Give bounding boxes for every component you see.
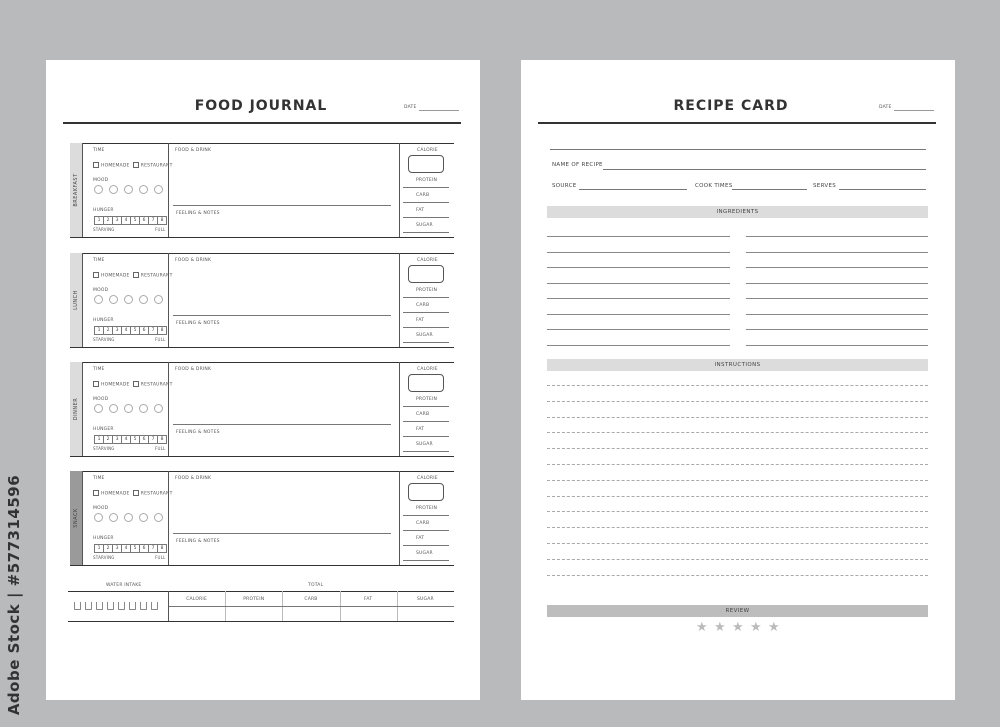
feeling-notes-label: FEELING & NOTES: [176, 430, 220, 435]
meal-divider-1: [168, 253, 169, 347]
mood-face-icon[interactable]: [109, 404, 118, 413]
recipe-card-page: [521, 60, 955, 700]
total-column-label: SUGAR: [416, 597, 434, 602]
footer-rule-bottom: [68, 621, 454, 622]
feeling-notes-label: FEELING & NOTES: [176, 321, 220, 326]
title-rule: [63, 122, 461, 124]
food-drink-label: FOOD & DRINK: [175, 148, 212, 153]
meal-top-rule: [70, 362, 454, 363]
time-label: TIME: [93, 367, 105, 372]
star-icon[interactable]: ★: [768, 620, 780, 635]
mood-face-icon[interactable]: [139, 295, 148, 304]
carb-label: CARB: [416, 303, 430, 308]
full-label: FULL: [155, 446, 166, 451]
star-icon[interactable]: ★: [732, 620, 744, 635]
homemade-checkbox[interactable]: [93, 272, 99, 278]
source-label: SOURCE: [552, 183, 577, 189]
ingredient-line-left[interactable]: [547, 283, 730, 284]
fat-label: FAT: [416, 318, 425, 323]
cook-times-field[interactable]: [732, 189, 807, 190]
instruction-line[interactable]: [547, 432, 928, 433]
meal-bottom-rule: [70, 237, 454, 238]
hunger-scale-value[interactable]: 4: [122, 217, 131, 224]
hunger-scale[interactable]: [94, 544, 167, 553]
hunger-scale[interactable]: [94, 435, 167, 444]
instruction-line[interactable]: [547, 401, 928, 402]
hunger-scale-value[interactable]: 3: [113, 327, 122, 334]
carb-field[interactable]: [403, 312, 449, 313]
water-cup-icon[interactable]: [96, 602, 103, 610]
sugar-field[interactable]: [403, 560, 449, 561]
food-drink-label: FOOD & DRINK: [175, 258, 212, 263]
starving-label: STARVING: [93, 446, 115, 451]
fat-field[interactable]: [403, 436, 449, 437]
total-column-label: FAT: [364, 597, 373, 602]
hunger-label: HUNGER: [93, 427, 114, 432]
mood-label: MOOD: [93, 397, 109, 402]
meal-tab: [70, 362, 83, 456]
hunger-scale[interactable]: [94, 216, 167, 225]
instruction-line[interactable]: [547, 464, 928, 465]
hunger-scale-value[interactable]: 1: [95, 327, 104, 334]
mood-face-icon[interactable]: [154, 404, 163, 413]
calorie-input[interactable]: [408, 374, 444, 392]
star-icon[interactable]: ★: [696, 620, 708, 635]
hunger-scale-value[interactable]: 8: [160, 437, 164, 442]
mood-label: MOOD: [93, 178, 109, 183]
water-cup-icon[interactable]: [85, 602, 92, 610]
meal-name: SNACK: [73, 508, 79, 528]
hunger-scale-value[interactable]: 1: [95, 436, 104, 443]
hunger-scale-value[interactable]: 3: [113, 545, 122, 552]
meal-divider-2: [399, 471, 400, 565]
water-cup-icon[interactable]: [140, 602, 147, 610]
instruction-line[interactable]: [547, 417, 928, 418]
hunger-label: HUNGER: [93, 318, 114, 323]
calorie-input[interactable]: [408, 265, 444, 283]
instruction-line[interactable]: [547, 496, 928, 497]
water-cup-icon[interactable]: [118, 602, 125, 610]
date-line: [419, 110, 459, 111]
fat-label: FAT: [416, 427, 425, 432]
total-column-label: PROTEIN: [243, 597, 265, 602]
starving-label: STARVING: [93, 337, 115, 342]
time-label: TIME: [93, 476, 105, 481]
hunger-scale-value[interactable]: 2: [104, 545, 113, 552]
meal-name: DINNER: [73, 397, 79, 421]
hunger-scale-value[interactable]: 5: [131, 217, 140, 224]
hunger-label: HUNGER: [93, 536, 114, 541]
top-line: [550, 149, 926, 150]
feeling-notes-label: FEELING & NOTES: [176, 539, 220, 544]
serves-field[interactable]: [839, 189, 926, 190]
meal-top-rule: [70, 253, 454, 254]
protein-field[interactable]: [403, 297, 449, 298]
mood-face-icon[interactable]: [139, 185, 148, 194]
food-drink-rule: [173, 205, 391, 206]
full-label: FULL: [155, 337, 166, 342]
meal-source-options: HOMEMADE RESTAURANT: [93, 490, 173, 497]
starving-label: STARVING: [93, 227, 115, 232]
ingredient-line-left[interactable]: [547, 298, 730, 299]
sugar-label: SUGAR: [416, 442, 433, 447]
restaurant-checkbox[interactable]: [133, 272, 139, 278]
total-label: TOTAL: [308, 583, 324, 588]
hunger-scale-value[interactable]: 6: [140, 327, 149, 334]
hunger-scale-value[interactable]: 6: [140, 217, 149, 224]
calorie-label: CALORIE: [417, 476, 438, 481]
hunger-scale-value[interactable]: 1: [95, 545, 104, 552]
date-label: DATE: [879, 105, 892, 110]
source-field[interactable]: [579, 189, 687, 190]
recipe-card-title: RECIPE CARD: [673, 98, 789, 114]
calorie-input[interactable]: [408, 155, 444, 173]
food-drink-rule: [173, 533, 391, 534]
food-drink-label: FOOD & DRINK: [175, 476, 212, 481]
protein-field[interactable]: [403, 406, 449, 407]
mood-face-icon[interactable]: [109, 513, 118, 522]
ingredient-line-right[interactable]: [746, 329, 928, 330]
mood-face-icon[interactable]: [94, 295, 103, 304]
meal-bottom-rule: [70, 565, 454, 566]
carb-field[interactable]: [403, 421, 449, 422]
meal-tab: [70, 471, 83, 565]
hunger-scale-value[interactable]: 2: [104, 327, 113, 334]
restaurant-checkbox[interactable]: [133, 490, 139, 496]
restaurant-checkbox[interactable]: [133, 162, 139, 168]
footer-divider: [168, 591, 169, 621]
carb-label: CARB: [416, 193, 430, 198]
protein-label: PROTEIN: [416, 506, 438, 511]
sugar-field[interactable]: [403, 342, 449, 343]
hunger-scale-value[interactable]: 2: [104, 436, 113, 443]
meal-divider-1: [168, 143, 169, 237]
fat-field[interactable]: [403, 217, 449, 218]
stock-watermark: Adobe Stock | #577314596: [5, 474, 23, 716]
hunger-scale-value[interactable]: 4: [122, 436, 131, 443]
serves-label: SERVES: [813, 183, 837, 189]
starving-label: STARVING: [93, 555, 115, 560]
recipe-name-field[interactable]: [603, 169, 926, 170]
protein-field[interactable]: [403, 515, 449, 516]
instruction-line[interactable]: [547, 527, 928, 528]
instruction-line[interactable]: [547, 385, 928, 386]
meal-name: LUNCH: [73, 290, 79, 310]
homemade-checkbox[interactable]: [93, 490, 99, 496]
mood-label: MOOD: [93, 288, 109, 293]
carb-field[interactable]: [403, 530, 449, 531]
meal-divider-2: [399, 143, 400, 237]
date-label: DATE: [404, 105, 417, 110]
hunger-scale-value[interactable]: 8: [160, 328, 164, 333]
meal-bottom-rule: [70, 347, 454, 348]
sugar-label: SUGAR: [416, 223, 433, 228]
hunger-scale-value[interactable]: 1: [95, 217, 104, 224]
food-drink-label: FOOD & DRINK: [175, 367, 212, 372]
mood-face-icon[interactable]: [139, 513, 148, 522]
water-cup-icon[interactable]: [129, 602, 136, 610]
ingredient-line-left[interactable]: [547, 345, 730, 346]
ingredient-line-left[interactable]: [547, 267, 730, 268]
ingredient-line-left[interactable]: [547, 329, 730, 330]
ingredient-line-right[interactable]: [746, 252, 928, 253]
ingredient-line-left[interactable]: [547, 236, 730, 237]
date-line: [894, 110, 934, 111]
hunger-scale-value[interactable]: 7: [149, 436, 158, 443]
star-icon[interactable]: ★: [750, 620, 762, 635]
calorie-input[interactable]: [408, 483, 444, 501]
meal-source-options: HOMEMADE RESTAURANT: [93, 381, 173, 388]
water-cup-icon[interactable]: [151, 602, 158, 610]
hunger-scale-value[interactable]: 3: [113, 217, 122, 224]
meal-divider-2: [399, 253, 400, 347]
meal-divider-1: [168, 362, 169, 456]
instruction-line[interactable]: [547, 448, 928, 449]
mood-face-icon[interactable]: [154, 295, 163, 304]
hunger-scale-value[interactable]: 4: [122, 545, 131, 552]
homemade-checkbox[interactable]: [93, 381, 99, 387]
protein-label: PROTEIN: [416, 178, 438, 183]
full-label: FULL: [155, 227, 166, 232]
food-journal-title: FOOD JOURNAL: [194, 98, 328, 114]
hunger-scale-value[interactable]: 5: [131, 436, 140, 443]
carb-label: CARB: [416, 412, 430, 417]
hunger-scale-value[interactable]: 2: [104, 217, 113, 224]
ingredient-line-right[interactable]: [746, 267, 928, 268]
water-cup-icon[interactable]: [107, 602, 114, 610]
protein-label: PROTEIN: [416, 397, 438, 402]
food-journal-page: [46, 60, 480, 700]
meal-name: BREAKFAST: [73, 173, 79, 207]
meal-source-options: HOMEMADE RESTAURANT: [93, 272, 173, 279]
recipe-name-label: NAME OF RECIPE: [552, 162, 603, 168]
mood-face-icon[interactable]: [94, 513, 103, 522]
time-label: TIME: [93, 148, 105, 153]
hunger-scale-value[interactable]: 6: [140, 436, 149, 443]
instruction-line[interactable]: [547, 575, 928, 576]
mood-face-icon[interactable]: [124, 404, 133, 413]
fat-field[interactable]: [403, 327, 449, 328]
food-drink-rule: [173, 424, 391, 425]
instruction-line[interactable]: [547, 511, 928, 512]
fat-field[interactable]: [403, 545, 449, 546]
ingredient-line-right[interactable]: [746, 236, 928, 237]
mood-face-icon[interactable]: [109, 295, 118, 304]
homemade-checkbox[interactable]: [93, 162, 99, 168]
hunger-scale-value[interactable]: 7: [149, 545, 158, 552]
meal-top-rule: [70, 143, 454, 144]
hunger-scale-value[interactable]: 4: [122, 327, 131, 334]
ingredient-line-right[interactable]: [746, 314, 928, 315]
meal-tab: [70, 253, 83, 347]
feeling-notes-label: FEELING & NOTES: [176, 211, 220, 216]
mood-face-icon[interactable]: [124, 185, 133, 194]
cook-times-label: COOK TIMES: [695, 183, 733, 189]
instruction-line[interactable]: [547, 559, 928, 560]
mood-face-icon[interactable]: [124, 513, 133, 522]
hunger-scale-value[interactable]: 8: [160, 546, 164, 551]
title-rule: [538, 122, 936, 124]
calorie-label: CALORIE: [417, 367, 438, 372]
footer-rule-mid: [168, 606, 454, 607]
ingredient-line-left[interactable]: [547, 252, 730, 253]
ingredient-line-left[interactable]: [547, 314, 730, 315]
total-column-label: CARB: [304, 597, 318, 602]
meal-bottom-rule: [70, 456, 454, 457]
restaurant-checkbox[interactable]: [133, 381, 139, 387]
mood-face-icon[interactable]: [109, 185, 118, 194]
calorie-label: CALORIE: [417, 148, 438, 153]
hunger-scale-value[interactable]: 8: [160, 218, 164, 223]
meal-divider-2: [399, 362, 400, 456]
mood-label: MOOD: [93, 506, 109, 511]
sugar-label: SUGAR: [416, 551, 433, 556]
meal-divider-1: [168, 471, 169, 565]
hunger-scale-value[interactable]: 5: [131, 327, 140, 334]
hunger-scale-value[interactable]: 3: [113, 436, 122, 443]
instruction-line[interactable]: [547, 480, 928, 481]
hunger-scale-value[interactable]: 7: [149, 327, 158, 334]
review-header: REVIEW: [547, 605, 928, 617]
meal-tab: [70, 143, 83, 237]
fat-label: FAT: [416, 536, 425, 541]
mood-face-icon[interactable]: [94, 404, 103, 413]
hunger-scale[interactable]: [94, 326, 167, 335]
sugar-field[interactable]: [403, 451, 449, 452]
carb-label: CARB: [416, 521, 430, 526]
time-label: TIME: [93, 258, 105, 263]
ingredient-line-right[interactable]: [746, 345, 928, 346]
hunger-scale-value[interactable]: 7: [149, 217, 158, 224]
mood-face-icon[interactable]: [154, 185, 163, 194]
mood-face-icon[interactable]: [139, 404, 148, 413]
calorie-label: CALORIE: [417, 258, 438, 263]
sugar-label: SUGAR: [416, 333, 433, 338]
food-drink-rule: [173, 315, 391, 316]
full-label: FULL: [155, 555, 166, 560]
hunger-scale-value[interactable]: 5: [131, 545, 140, 552]
mood-face-icon[interactable]: [124, 295, 133, 304]
mood-face-icon[interactable]: [94, 185, 103, 194]
hunger-scale-value[interactable]: 6: [140, 545, 149, 552]
protein-label: PROTEIN: [416, 288, 438, 293]
meal-source-options: HOMEMADE RESTAURANT: [93, 162, 173, 169]
ingredients-header: INGREDIENTS: [547, 206, 928, 218]
sugar-field[interactable]: [403, 232, 449, 233]
meal-top-rule: [70, 471, 454, 472]
fat-label: FAT: [416, 208, 425, 213]
star-icon[interactable]: ★: [714, 620, 726, 635]
hunger-label: HUNGER: [93, 208, 114, 213]
ingredient-line-right[interactable]: [746, 283, 928, 284]
protein-field[interactable]: [403, 187, 449, 188]
water-intake-label: WATER INTAKE: [106, 583, 142, 588]
water-cup-icon[interactable]: [74, 602, 81, 610]
mood-face-icon[interactable]: [154, 513, 163, 522]
ingredient-line-right[interactable]: [746, 298, 928, 299]
instruction-line[interactable]: [547, 543, 928, 544]
total-column-label: CALORIE: [186, 597, 207, 602]
carb-field[interactable]: [403, 202, 449, 203]
instructions-header: INSTRUCTIONS: [547, 359, 928, 371]
